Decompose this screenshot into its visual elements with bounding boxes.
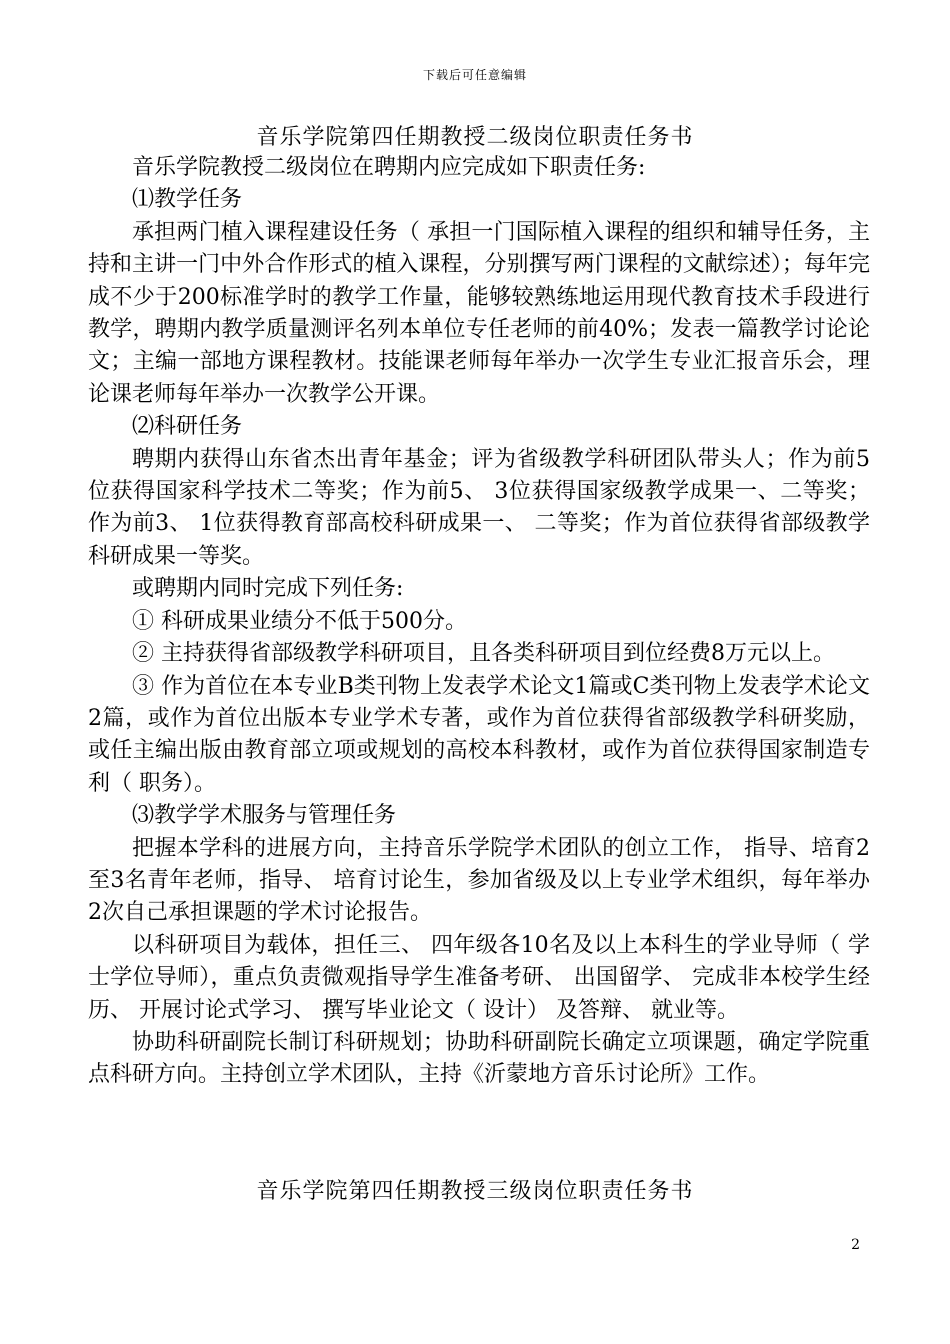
header-note: 下载后可任意编辑	[422, 68, 527, 82]
research-paragraph: 聘期内获得山东省杰出青年基金；评为省级教学科研团队带头人；作为前5位获得国家科学技术二等奖；作为前5、 3位获得国家级教学成果一、二等奖；作为前3、 1位获得教育部高校科研成果一、 二等奖；作为首位获得省部级教学科研成果一等奖。	[88, 446, 870, 569]
second-document-title: 音乐学院第四任期教授三级岗位职责任务书	[256, 1179, 694, 1204]
section-heading-teaching: ⑴教学任务	[132, 187, 243, 213]
research-item-1: ① 科研成果业绩分不低于500分。	[132, 608, 467, 634]
research-alternative-paragraph: 或聘期内同时完成下列任务:	[132, 576, 404, 602]
section-heading-research: ⑵科研任务	[132, 414, 243, 440]
research-item-2: ② 主持获得省部级教学科研项目，且各类科研项目到位经费8万元以上。	[132, 641, 835, 667]
service-paragraph-1: 把握本学科的进展方向，主持音乐学院学术团队的创立工作， 指导、培育2至3名青年老师，指导、 培育讨论生，参加省级及以上专业学术组织，每年举办2次自己承担课题的学术讨论报告。	[88, 835, 870, 926]
teaching-paragraph: 承担两门植入课程建设任务（ 承担一门国际植入课程的组织和辅导任务，主持和主讲一门中外合作形式的植入课程，分别撰写两门课程的文献综述）；每年完成不少于200标准学时的教学工作量，能够较熟练地运用现代教育技术手段进行教学，聘期内教学质量测评名列本单位专任老师的前40%；发表一篇教学讨论论文；主编一部地方课程教材。技能课老师每年举办一次学生专业汇报音乐会，理论课老师每年举办一次教学公开课。	[88, 219, 870, 407]
intro-paragraph: 音乐学院教授二级岗位在聘期内应完成如下职责任务:	[132, 155, 646, 180]
document-title: 音乐学院第四任期教授二级岗位职责任务书	[256, 125, 694, 150]
service-paragraph-3: 协助科研副院长制订科研规划；协助科研副院长确定立项课题，确定学院重点科研方向。主持创立学术团队，主持《沂蒙地方音乐讨论所》工作。	[88, 1029, 870, 1088]
research-item-3: ③ 作为首位在本专业B类刊物上发表学术论文1篇或C类刊物上发表学术论文2篇，或作为首位出版本专业学术专著，或作为首位获得省部级教学科研奖励，或任主编出版由教育部立项或规划的高校本科教材，或作为首位获得国家制造专利（ 职务）。	[88, 673, 870, 796]
document-body	[88, 152, 870, 1092]
page-number: 2	[851, 1237, 860, 1253]
service-paragraph-2: 以科研项目为载体，担任三、 四年级各10名及以上本科生的学业导师（ 学士学位导师），重点负责微观指导学生准备考研、 出国留学、 完成非本校学生经历、 开展讨论式学习、 撰写毕业论文（ 设计） 及答辩、 就业等。	[88, 932, 870, 1023]
section-heading-service: ⑶教学学术服务与管理任务	[132, 803, 397, 829]
